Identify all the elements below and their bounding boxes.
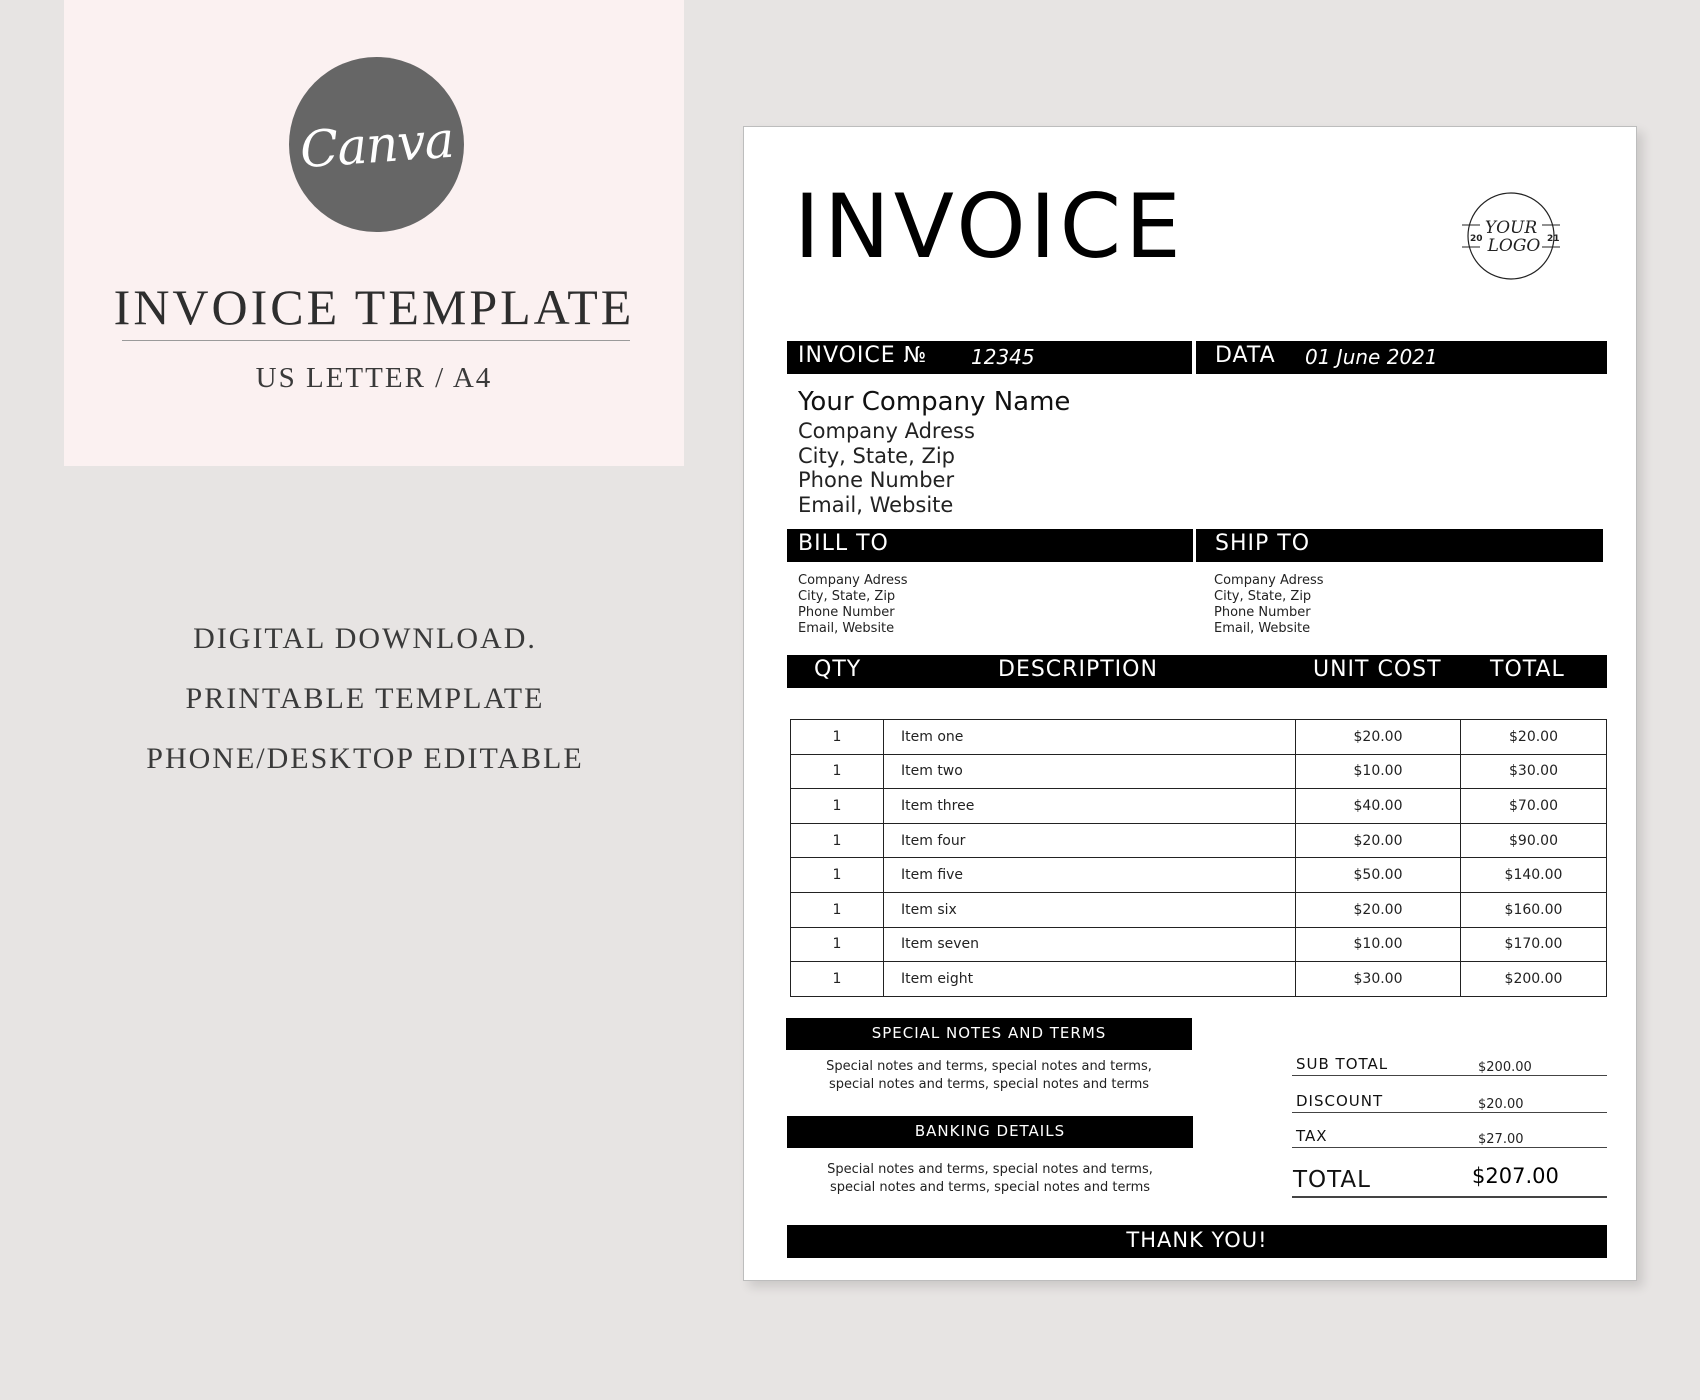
canva-logo	[289, 57, 464, 232]
item-total[interactable]: $170.00	[1461, 927, 1607, 962]
item-qty[interactable]: 1	[791, 927, 884, 962]
bill-to-line: City, State, Zip	[798, 589, 896, 604]
column-header-qty: QTY	[814, 657, 862, 682]
table-row	[791, 962, 1607, 997]
your-logo-badge	[1460, 191, 1562, 281]
banking-bar	[787, 1116, 1193, 1148]
promo-subtitle: US LETTER / A4	[255, 362, 493, 394]
item-unit-cost[interactable]: $50.00	[1296, 858, 1461, 893]
bill-to-line: Phone Number	[798, 605, 895, 620]
logo-text-bottom: LOGO	[1487, 236, 1541, 256]
table-row	[791, 789, 1607, 824]
tax-row	[1292, 1113, 1607, 1148]
item-unit-cost[interactable]: $10.00	[1296, 754, 1461, 789]
table-row	[791, 720, 1607, 755]
table-row	[791, 927, 1607, 962]
tax-label: TAX	[1296, 1127, 1328, 1145]
banking-line: special notes and terms, special notes and terms	[829, 1180, 1151, 1195]
notes-line: special notes and terms, special notes and terms	[828, 1077, 1150, 1092]
item-description[interactable]: Item three	[884, 789, 1296, 824]
invoice-title: INVOICE	[794, 175, 1185, 278]
bill-to-bar	[787, 529, 1193, 562]
subtotal-row	[1292, 1041, 1607, 1076]
company-city[interactable]: City, State, Zip	[798, 444, 955, 468]
logo-year-left: 20	[1470, 234, 1483, 244]
table-row	[791, 823, 1607, 858]
ship-to-line: City, State, Zip	[1214, 589, 1312, 604]
banking-label: BANKING DETAILS	[914, 1122, 1066, 1140]
total-label: TOTAL	[1293, 1167, 1371, 1193]
item-description[interactable]: Item seven	[884, 927, 1296, 962]
invoice-number-label: INVOICE №	[798, 343, 928, 368]
notes-text[interactable]	[786, 1058, 1192, 1094]
ship-to-line: Email, Website	[1214, 621, 1311, 636]
company-phone[interactable]: Phone Number	[798, 468, 955, 492]
item-unit-cost[interactable]: $20.00	[1296, 720, 1461, 755]
item-total[interactable]: $160.00	[1461, 892, 1607, 927]
table-row	[791, 892, 1607, 927]
item-unit-cost[interactable]: $20.00	[1296, 892, 1461, 927]
subtotal-label: SUB TOTAL	[1296, 1055, 1389, 1073]
invoice-sheet	[743, 126, 1637, 1281]
item-unit-cost[interactable]: $30.00	[1296, 962, 1461, 997]
item-total[interactable]: $90.00	[1461, 823, 1607, 858]
column-header-total: TOTAL	[1490, 657, 1565, 682]
item-total[interactable]: $30.00	[1461, 754, 1607, 789]
total-value[interactable]: $207.00	[1472, 1164, 1559, 1188]
feature-item: PHONE/DESKTOP EDITABLE	[146, 742, 584, 775]
table-row	[791, 754, 1607, 789]
invoice-number-value[interactable]: 12345	[971, 345, 1035, 369]
feature-item: PRINTABLE TEMPLATE	[185, 682, 545, 715]
ship-to-label: SHIP TO	[1215, 531, 1311, 556]
item-description[interactable]: Item one	[884, 720, 1296, 755]
item-qty[interactable]: 1	[791, 962, 884, 997]
item-qty[interactable]: 1	[791, 823, 884, 858]
canva-wordmark: Canva	[297, 110, 455, 179]
tax-value[interactable]: $27.00	[1478, 1132, 1524, 1147]
item-qty[interactable]: 1	[791, 754, 884, 789]
ship-to-line: Company Adress	[1214, 573, 1324, 588]
discount-value[interactable]: $20.00	[1478, 1097, 1524, 1112]
item-qty[interactable]: 1	[791, 858, 884, 893]
notes-label: SPECIAL NOTES AND TERMS	[871, 1024, 1107, 1042]
item-qty[interactable]: 1	[791, 789, 884, 824]
feature-item: DIGITAL DOWNLOAD.	[193, 622, 537, 655]
item-unit-cost[interactable]: $40.00	[1296, 789, 1461, 824]
item-description[interactable]: Item two	[884, 754, 1296, 789]
items-header-bar	[787, 655, 1607, 688]
item-qty[interactable]: 1	[791, 720, 884, 755]
total-row	[1292, 1151, 1607, 1198]
notes-bar	[786, 1018, 1192, 1050]
banking-text[interactable]	[787, 1161, 1193, 1197]
item-total[interactable]: $20.00	[1461, 720, 1607, 755]
discount-row	[1292, 1078, 1607, 1113]
invoice-date-value[interactable]: 01 June 2021	[1305, 345, 1438, 369]
subtotal-value[interactable]: $200.00	[1478, 1060, 1532, 1075]
table-row	[791, 858, 1607, 893]
company-address[interactable]: Company Adress	[798, 419, 975, 443]
company-email[interactable]: Email, Website	[798, 493, 954, 517]
item-description[interactable]: Item six	[884, 892, 1296, 927]
item-description[interactable]: Item four	[884, 823, 1296, 858]
discount-label: DISCOUNT	[1296, 1092, 1384, 1110]
item-description[interactable]: Item five	[884, 858, 1296, 893]
item-unit-cost[interactable]: $10.00	[1296, 927, 1461, 962]
item-unit-cost[interactable]: $20.00	[1296, 823, 1461, 858]
ship-to-bar	[1196, 529, 1603, 562]
item-qty[interactable]: 1	[791, 892, 884, 927]
promo-title: INVOICE TEMPLATE	[113, 279, 635, 335]
invoice-number-bar	[787, 341, 1192, 374]
logo-text-top: YOUR	[1484, 218, 1538, 238]
ship-to-line: Phone Number	[1214, 605, 1311, 620]
column-header-unit-cost: UNIT COST	[1313, 657, 1442, 682]
ship-to-details[interactable]	[1214, 573, 1324, 637]
item-total[interactable]: $200.00	[1461, 962, 1607, 997]
bill-to-details[interactable]	[798, 573, 908, 637]
bill-to-label: BILL TO	[798, 531, 889, 556]
items-table	[790, 719, 1607, 997]
logo-year-right: 21	[1547, 234, 1560, 244]
item-description[interactable]: Item eight	[884, 962, 1296, 997]
company-name[interactable]: Your Company Name	[798, 387, 1071, 417]
thank-you-text: THANK YOU!	[1126, 1228, 1268, 1252]
thank-you-bar	[787, 1225, 1607, 1258]
column-header-description: DESCRIPTION	[998, 657, 1158, 682]
bill-to-line: Email, Website	[798, 621, 895, 636]
invoice-date-bar	[1196, 341, 1607, 374]
notes-line: Special notes and terms, special notes and terms,	[826, 1059, 1152, 1074]
bill-to-line: Company Adress	[798, 573, 908, 588]
promo-panel	[64, 0, 684, 466]
feature-list	[120, 615, 610, 795]
invoice-date-label: DATA	[1215, 343, 1276, 368]
promo-divider	[122, 340, 630, 341]
item-total[interactable]: $140.00	[1461, 858, 1607, 893]
banking-line: Special notes and terms, special notes and terms,	[827, 1162, 1153, 1177]
item-total[interactable]: $70.00	[1461, 789, 1607, 824]
